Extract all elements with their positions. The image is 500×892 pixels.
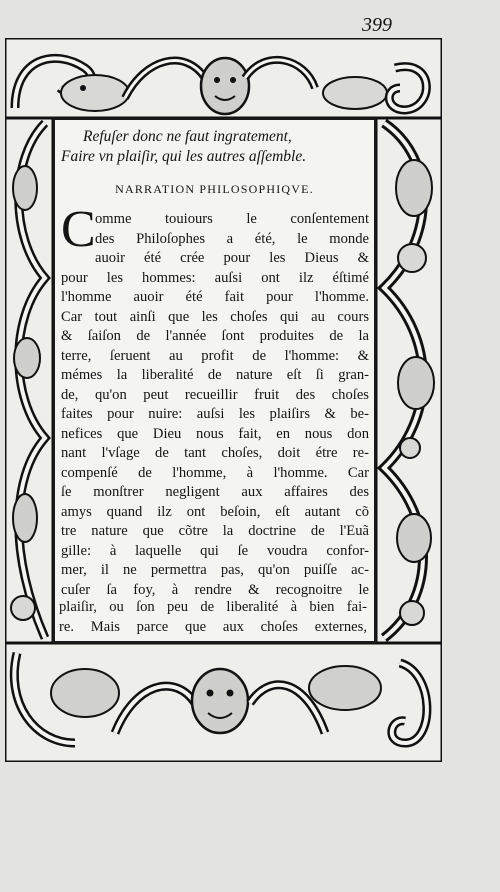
body-line: compenſé de l'homme, à l'homme. Car bbox=[61, 464, 369, 481]
left-border-ornament bbox=[5, 118, 53, 643]
body-line: gille: à laquelle qui ſe voudra confor- bbox=[61, 542, 369, 559]
page-number: 399 bbox=[362, 14, 392, 36]
body-line: l'homme auoir été fait pour l'homme. bbox=[61, 289, 369, 305]
body-line: des Philoſophes a été, le monde bbox=[95, 230, 369, 247]
body-line: terre, ſeruent au profit de l'homme: & bbox=[61, 347, 369, 364]
body-line: amys quand ilz ont beſoin, eſt autant cõ bbox=[61, 503, 369, 520]
section-heading: NARRATION PHILOSOPHIQVE. bbox=[115, 182, 314, 196]
body-line: re. Mais parce que aux choſes externes, bbox=[59, 618, 367, 635]
body-line: nant l'vſage de tant choſes, doit étre re- bbox=[61, 445, 369, 461]
body-line: & ſaiſon de l'année ſont produites de la bbox=[61, 328, 369, 344]
body-line: nefices que Dieu nous fait, en nous don bbox=[61, 425, 369, 442]
top-border-ornament bbox=[5, 38, 442, 118]
body-line: mémes la liberalité de nature eſt ſi gran- bbox=[61, 367, 369, 383]
drop-cap-initial: C bbox=[61, 201, 96, 258]
body-line: de, qu'on peut recueillir fruit des choſes bbox=[61, 386, 369, 403]
text-block bbox=[53, 118, 376, 643]
text-block-continuation bbox=[59, 598, 373, 637]
body-line: mer, il ne permettra pas, qu'on puiſſe ac- bbox=[61, 562, 369, 578]
verse-line: Faire vn plaiſir, qui les autres aſſemble. bbox=[61, 148, 307, 165]
body-line: auoir été crée pour les Dieus & bbox=[95, 250, 369, 266]
right-border-ornament bbox=[376, 118, 442, 643]
body-line: faites pour nuire: auſsi les plaiſirs & be- bbox=[61, 406, 369, 422]
body-line: plaiſir, ou ſon peu de liberalité à bien fai- bbox=[59, 599, 367, 615]
body-line: tre nature que cõtre la doctrine de l'Euã bbox=[61, 523, 369, 539]
bottom-border-ornament bbox=[5, 643, 442, 762]
verse-line: Refuſer donc ne faut ingratement, bbox=[83, 128, 292, 145]
body-line: pour les hommes: auſsi ont ilz éſtimé bbox=[61, 269, 369, 286]
body-line: cuſer ſa foy, à rendre & recognoitre le bbox=[61, 581, 369, 598]
body-line: ſe monſtrer negligent aux affaires des bbox=[61, 484, 369, 500]
body-line: omme touiours le conſentement bbox=[95, 211, 369, 227]
body-line: Car tout ainſi que les choſes qui au cours bbox=[61, 308, 369, 325]
